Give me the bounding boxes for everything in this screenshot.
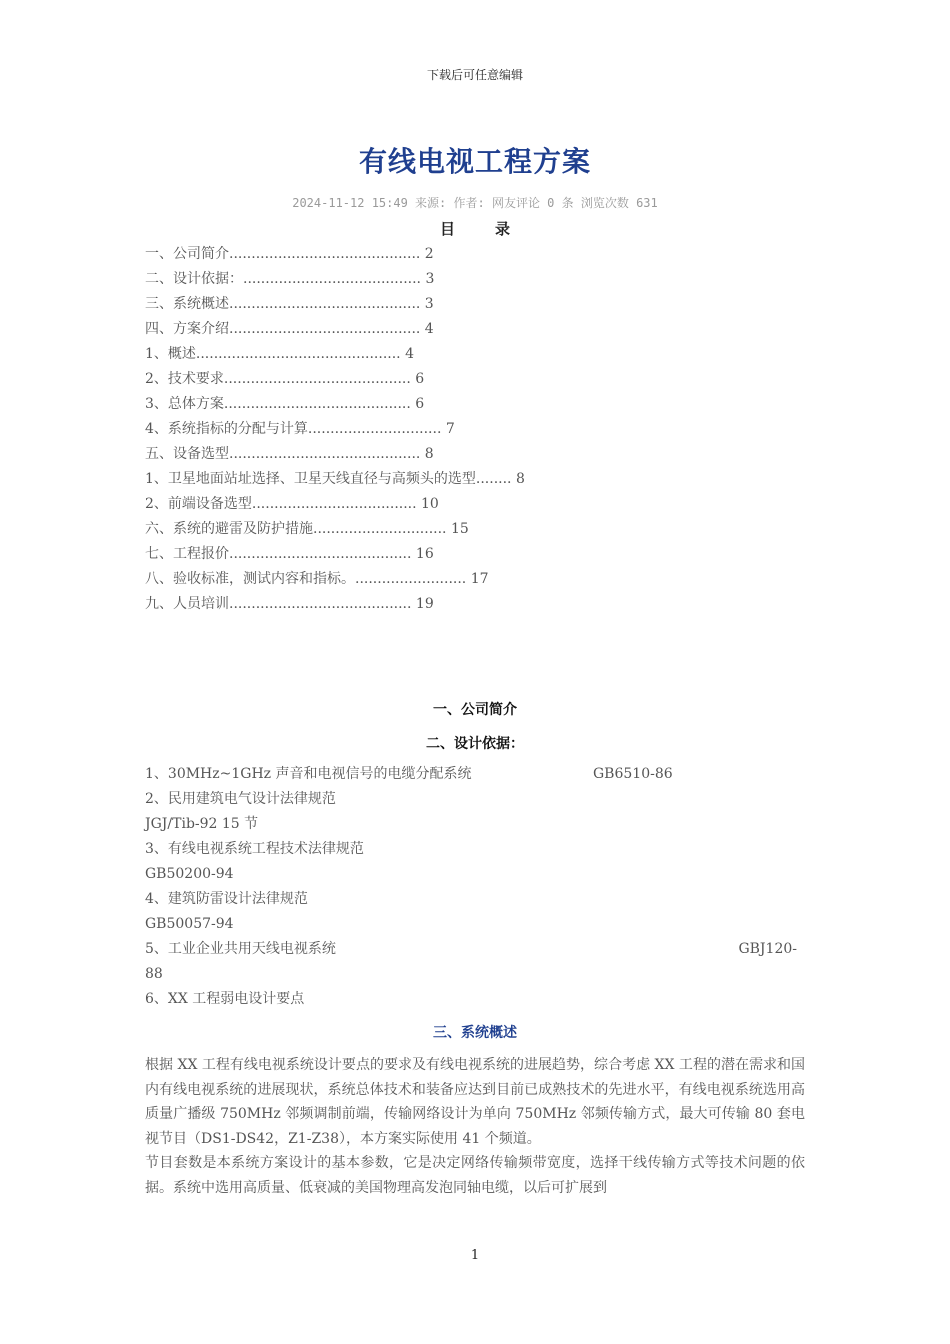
toc-item[interactable]: 4、系统指标的分配与计算.............................. 7	[145, 421, 455, 437]
toc-item[interactable]: 九、人员培训......................................... 19	[145, 596, 434, 612]
design-basis-list	[145, 762, 805, 1012]
section-heading-overview: 三、系统概述	[433, 1025, 517, 1041]
toc-item[interactable]: 二、设计依据：........................................ 3	[145, 271, 435, 287]
basis-item	[145, 812, 805, 837]
basis-text: GB50200-94	[145, 866, 234, 882]
toc-item[interactable]: 2、技术要求.......................................... 6	[145, 371, 425, 387]
basis-text: 3、有线电视系统工程技术法律规范	[145, 841, 364, 857]
basis-text: 4、建筑防雷设计法律规范	[145, 891, 308, 907]
basis-text: 6、XX 工程弱电设计要点	[145, 991, 305, 1007]
toc-item[interactable]: 八、验收标准，测试内容和指标。......................... 17	[145, 571, 489, 587]
basis-item	[145, 762, 805, 787]
overview-paragraph: 根据 XX 工程有线电视系统设计要点的要求及有线电视系统的进展趋势，综合考虑 XX 工程的潜在需求和国内有线电视系统的进展现状，系统总体技术和装备应达到目前已成熟技术的先进水平，有线电视系统选用高质量广播级 750MHz 邻频调制前端，传输网络设计为单向 750MHz 邻频传输方式，最大可传输 80 套电视节目（DS1-DS42，Z1-Z38），本方案实际使用 41 个频道。	[145, 1057, 805, 1147]
basis-code: GB6510-86	[593, 766, 673, 782]
basis-item	[145, 862, 805, 887]
toc-item[interactable]: 一、公司简介........................................... 2	[145, 246, 434, 262]
toc-item[interactable]: 六、系统的避雷及防护措施.............................. 15	[145, 521, 469, 537]
toc-heading: 目录	[439, 220, 550, 238]
toc-item[interactable]: 3、总体方案.......................................... 6	[145, 396, 425, 412]
toc-item[interactable]: 三、系统概述........................................... 3	[145, 296, 434, 312]
article-meta: 2024-11-12 15:49 来源: 作者: 网友评论 0 条 浏览次数 631	[292, 196, 658, 210]
basis-item	[145, 912, 805, 937]
basis-code: GBJ120-	[738, 941, 797, 957]
basis-text: JGJ/Tib-92 15 节	[145, 816, 259, 832]
page-title: 有线电视工程方案	[358, 145, 591, 178]
basis-item	[145, 987, 805, 1012]
basis-item	[145, 937, 805, 962]
basis-item	[145, 962, 805, 987]
toc-item[interactable]: 1、概述.............................................. 4	[145, 346, 414, 362]
basis-item	[145, 787, 805, 812]
toc-item[interactable]: 1、卫星地面站址选择、卫星天线直径与高频头的选型........ 8	[145, 471, 525, 487]
toc-item[interactable]: 五、设备选型........................................... 8	[145, 446, 434, 462]
page-number: 1	[470, 1248, 480, 1263]
basis-text: 2、民用建筑电气设计法律规范	[145, 791, 336, 807]
header-note: 下载后可任意编辑	[426, 68, 523, 82]
overview-paragraph: 节目套数是本系统方案设计的基本参数，它是决定网络传输频带宽度，选择干线传输方式等技术问题的依据。系统中选用高质量、低衰减的美国物理高发泡同轴电缆，以后可扩展到	[145, 1155, 805, 1196]
toc-item[interactable]: 七、工程报价......................................... 16	[145, 546, 434, 562]
section-heading-company: 一、公司简介	[433, 702, 517, 718]
basis-text: 5、工业企业共用天线电视系统	[145, 941, 336, 957]
basis-text: 1、30MHz~1GHz 声音和电视信号的电缆分配系统	[145, 766, 472, 782]
basis-text: 88	[145, 966, 163, 982]
basis-text: GB50057-94	[145, 916, 234, 932]
basis-item	[145, 837, 805, 862]
toc-item[interactable]: 2、前端设备选型..................................... 10	[145, 496, 439, 512]
toc-item[interactable]: 四、方案介绍........................................... 4	[145, 321, 434, 337]
table-of-contents	[145, 242, 625, 617]
section-heading-basis: 二、设计依据：	[426, 736, 524, 752]
basis-item	[145, 887, 805, 912]
